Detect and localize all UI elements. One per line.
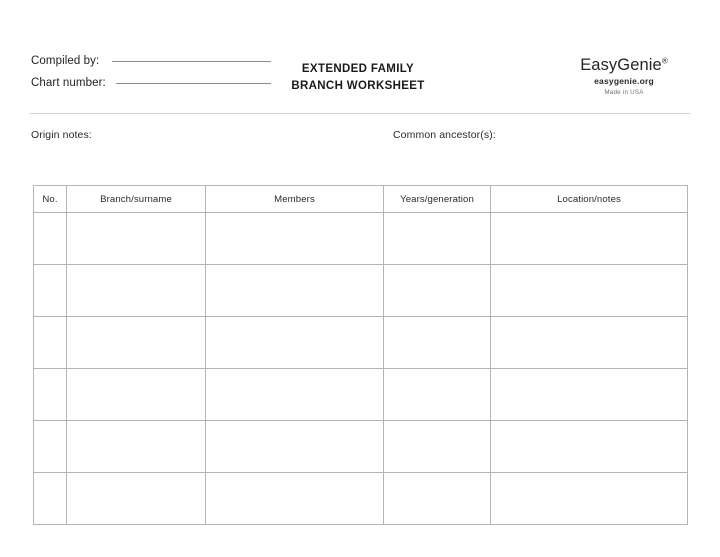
table-cell-years[interactable]: [384, 421, 491, 473]
table-cell-members[interactable]: [206, 473, 384, 525]
header-divider: [30, 113, 690, 114]
table-header-row: [34, 186, 688, 213]
compiled-by-label: Compiled by:: [31, 55, 100, 67]
form-fields-group: [31, 55, 271, 99]
column-header-years: Years/generation: [384, 186, 491, 213]
table-cell-members[interactable]: [206, 421, 384, 473]
page-title: [240, 61, 476, 95]
page-title-line-2: BRANCH WORKSHEET: [291, 80, 425, 92]
column-header-location: Location/notes: [491, 186, 688, 213]
brand-logo: [559, 55, 689, 98]
common-ancestor-label: Common ancestor(s):: [393, 129, 496, 141]
table-cell-location[interactable]: [491, 317, 688, 369]
table-cell-location[interactable]: [491, 265, 688, 317]
column-header-members: Members: [206, 186, 384, 213]
notes-row: [0, 129, 720, 145]
brand-url: easygenie.org: [594, 76, 654, 86]
compiled-by-row: [31, 55, 271, 77]
table-row: [34, 369, 688, 421]
table-cell-no[interactable]: [34, 473, 67, 525]
table-cell-years[interactable]: [384, 265, 491, 317]
brand-name-text: EasyGenie: [580, 56, 662, 74]
table-cell-branch[interactable]: [67, 317, 206, 369]
table-cell-branch[interactable]: [67, 213, 206, 265]
column-header-branch: Branch/surname: [67, 186, 206, 213]
table-cell-location[interactable]: [491, 421, 688, 473]
table-body: [34, 213, 688, 525]
table-cell-no[interactable]: [34, 265, 67, 317]
table-cell-location[interactable]: [491, 369, 688, 421]
table-row: [34, 473, 688, 525]
brand-made-in: Made in USA: [604, 89, 644, 96]
table-cell-no[interactable]: [34, 317, 67, 369]
table-cell-years[interactable]: [384, 369, 491, 421]
table-cell-location[interactable]: [491, 473, 688, 525]
table-cell-members[interactable]: [206, 369, 384, 421]
table-row: [34, 265, 688, 317]
origin-notes-label: Origin notes:: [31, 129, 92, 141]
table-cell-years[interactable]: [384, 473, 491, 525]
table-cell-years[interactable]: [384, 213, 491, 265]
table-header: [34, 186, 688, 213]
chart-number-label: Chart number:: [31, 77, 106, 89]
table-cell-location[interactable]: [491, 213, 688, 265]
table-cell-no[interactable]: [34, 369, 67, 421]
page-title-line-1: EXTENDED FAMILY: [301, 63, 415, 75]
table-cell-no[interactable]: [34, 213, 67, 265]
table-cell-branch[interactable]: [67, 369, 206, 421]
table-cell-members[interactable]: [206, 213, 384, 265]
table-cell-members[interactable]: [206, 265, 384, 317]
table-cell-no[interactable]: [34, 421, 67, 473]
registered-trademark-icon: ®: [661, 56, 668, 66]
chart-number-row: [31, 77, 271, 99]
table-row: [34, 213, 688, 265]
table-cell-years[interactable]: [384, 317, 491, 369]
branch-worksheet-table: [33, 185, 688, 525]
table-row: [34, 421, 688, 473]
table-row: [34, 317, 688, 369]
column-header-no: No.: [34, 186, 67, 213]
table-cell-branch[interactable]: [67, 421, 206, 473]
table-cell-branch[interactable]: [67, 265, 206, 317]
page-header: [0, 55, 720, 113]
brand-name: [559, 55, 689, 75]
table-cell-branch[interactable]: [67, 473, 206, 525]
table-cell-members[interactable]: [206, 317, 384, 369]
